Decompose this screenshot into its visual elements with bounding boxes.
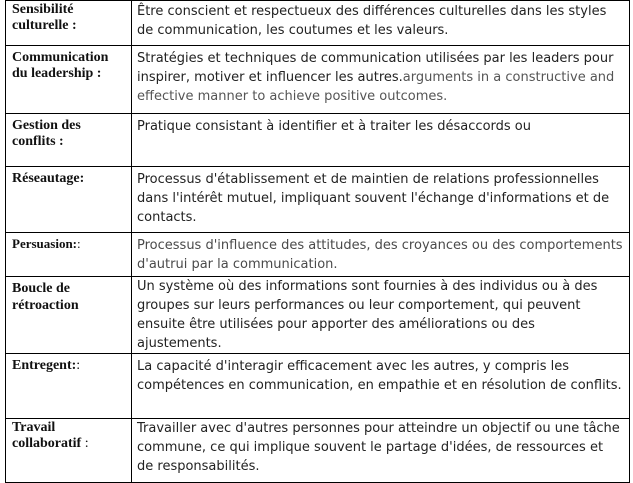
table-row <box>6 46 630 114</box>
term-label: Persuasion: <box>12 236 77 251</box>
term-suffix: : <box>81 436 89 451</box>
definition-text: Stratégies et techniques de communication utilisées par les leaders pour inspirer, motiver et influencer les autres. <box>137 51 614 85</box>
glossary-table <box>5 0 630 483</box>
term-cell <box>6 419 132 483</box>
definition-cell <box>132 114 630 167</box>
table-row <box>6 167 630 233</box>
term-suffix: : <box>76 358 81 373</box>
definition-text: Processus d'influence des attitudes, des croyances ou des comportements d'autrui par la communication. <box>137 238 623 272</box>
term-cell <box>6 354 132 419</box>
term-cell <box>6 1 132 46</box>
definition-cell <box>132 167 630 233</box>
table-row <box>6 233 630 277</box>
definition-cell <box>132 1 630 46</box>
table-row <box>6 419 630 483</box>
table-row <box>6 354 630 419</box>
definition-text: Un système où des informations sont fournies à des individus ou à des groupes sur leurs performances ou leur comportement, qui peuvent ensuite être utilisées pour apporter des améliorations ou des ajustements. <box>137 279 598 351</box>
definition-cell <box>132 233 630 277</box>
definition-cell <box>132 277 630 354</box>
definition-cell <box>132 419 630 483</box>
definition-text: Pratique consistant à identifier et à traiter les désaccords ou <box>137 119 531 134</box>
term-suffix: : <box>77 236 81 251</box>
definition-cell <box>132 46 630 114</box>
term-cell <box>6 167 132 233</box>
term-label: Réseautage: <box>12 171 85 186</box>
definition-text: La capacité d'interagir efficacement avec les autres, y compris les compétences en communication, en empathie et en résolution de conflits. <box>137 359 622 393</box>
term-cell <box>6 46 132 114</box>
term-label: Communication du leadership : <box>12 50 109 81</box>
definition-text: Travailler avec d'autres personnes pour atteindre un objectif ou une tâche commune, ce qui implique souvent le partage d'idées, de ressources et de responsabilités. <box>137 421 620 474</box>
term-cell <box>6 233 132 277</box>
table-row <box>6 1 630 46</box>
table-row <box>6 114 630 167</box>
term-cell <box>6 277 132 354</box>
term-label: Travail collaboratif <box>12 420 82 451</box>
term-label: Sensibilité culturelle : <box>12 2 77 33</box>
term-label: Boucle de rétroaction <box>12 281 79 313</box>
table-row <box>6 277 630 354</box>
term-label: Entregent: <box>12 358 77 373</box>
definition-text: Être conscient et respectueux des différences culturelles dans les styles de communication, les coutumes et les valeurs. <box>137 4 607 38</box>
definition-tail-text: arguments in a constructive and effective manner to achieve positive outcomes. <box>137 70 615 104</box>
definition-cell <box>132 354 630 419</box>
term-label: Gestion des conflits : <box>12 118 81 149</box>
definition-text: Processus d'établissement et de maintien de relations professionnelles dans l'intérêt mutuel, impliquant souvent l'échange d'informations et de contacts. <box>137 172 610 225</box>
term-cell <box>6 114 132 167</box>
